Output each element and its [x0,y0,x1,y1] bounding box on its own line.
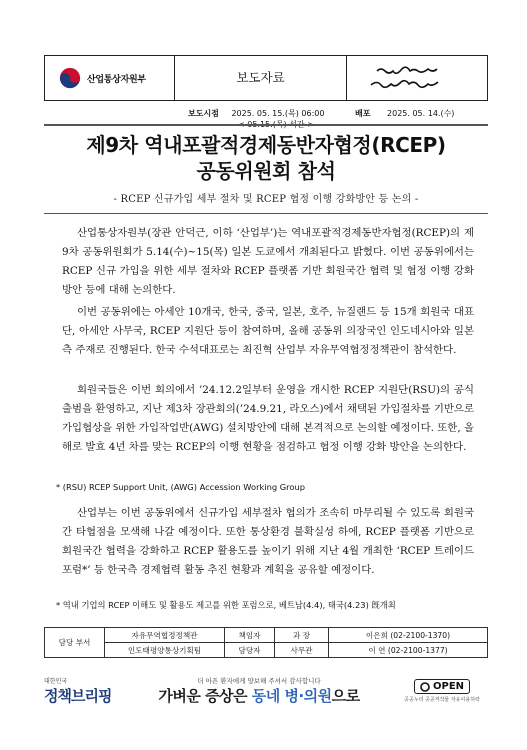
doc-type-label: 보도자료 [175,56,347,100]
paragraph-1: 산업통상자원부(장관 안덕근, 이하 ‘산업부’)는 역내포괄적경제동반자협정(RCEP)의 제9차 공동위원회가 5.14(수)~15(목) 일본 도쿄에서 개최된다고 밝혔다. 이번 공동위에서는 RCEP 신규 가입을 위한 세부 절차와 RCEP 플랫폼 기반 회원국간 협력 및 협정 이행 강화 방안 등에 대해 논의한다. [62,227,474,296]
open-label: OPEN [432,681,465,692]
responsible-label: 책임자 [225,628,275,643]
footnote-2: * 역내 기업의 RCEP 이해도 및 활용도 제고를 위한 포럼으로, 베트남(4.4), 태국(4.23) 旣개최 [56,600,396,610]
paragraph-2: 이번 공동위에는 아세안 10개국, 한국, 중국, 일본, 호주, 뉴질랜드 등 15개 회원국 대표단, 아세안 사무국, RCEP 지원단 등이 참여하며, 올해 공동위 의장국인 인도네시아와 일본측 주재로 진행된다. 한국 수석대표로는 최진혁 산업부 자유무역협정정책관이 참석한다. [62,306,474,356]
campaign-headline [122,685,396,706]
dept-2: 인도태평양통상기획팀 [105,643,225,658]
paragraph-4: 산업부는 이번 공동위에서 신규가입 세부절차 협의가 조속히 마무리될 수 있도록 회원국간 타협점을 모색해 나갈 예정이다. 또한 통상환경 불확실성 하에, RCEP 플랫폼 기반으로 회원국간 협력을 강화하고 RCEP 활용도를 높이기 위해 지난 4월 개최한 ‘RCEP 트레이드 포럼*’ 등 한국측 경제협력 활동 추진 현황과 계획을 공유할 예정이다. [62,507,474,576]
subtitle: - RCEP 신규가입 세부 절차 및 RCEP 협정 이행 강화방안 등 논의 - [113,194,419,205]
embargo-info [188,108,325,129]
distribution-label: 배포 [355,109,371,118]
headline-line-2: 공동위원회 참석 [196,159,336,183]
campaign-subtext: 더 아픈 환자에게 양보해 주셔서 감사합니다 [197,677,321,685]
staff-label: 담당자 [225,643,275,658]
kogl-badge [396,679,488,703]
dept-label: 담당 부서 [45,628,105,658]
distribution-date: 2025. 05. 14.(수) [387,109,455,118]
person-1-title: 과 장 [275,628,329,643]
campaign-part-1: 가벼운 증상은 [158,687,252,705]
embargo-time: 2025. 05. 15.(목) 06:00 [231,109,325,118]
dept-1: 자유무역협정정책관 [105,628,225,643]
campaign-banner [122,676,396,706]
person-1: 이은희 (02-2100-1370) [329,628,488,643]
distribution-info [355,108,454,119]
paragraph-3: 회원국들은 이번 회의에서 ’24.12.2일부터 운영을 개시한 RCEP 지원단(RSU)의 공식 출범을 환영하고, 지난 제3차 장관회의(’24.9.21, 라오스)에서 채택된 가입절차를 기반으로 가입협상을 위한 가입작업반(AWG) 설치방안에 대해 본격적으로 논의할 예정이다. 또한, 올해로 발효 4년 차를 맞는 RCEP의 이행 현황을 점검하고 협정 이행 강화 방안을 논의한다. [62,384,474,453]
open-circle-icon [420,682,430,692]
ministry-logo [45,56,175,100]
title-box [44,124,488,214]
brand-name: 정책브리핑 [44,687,112,705]
header-box [44,55,488,101]
contact-row-2 [45,643,488,658]
embargo-time-evening: < 05.15.(목) 석간 > [238,120,314,129]
footnote-1: * (RSU) RCEP Support Unit, (AWG) Accession Working Group [56,482,306,492]
brand-small: 대한민국 [44,678,68,685]
person-2: 이 연 (02-2100-1377) [329,643,488,658]
slogan-handwriting [347,56,487,100]
contact-table [44,627,488,658]
policy-briefing-logo [44,676,122,706]
ministry-name: 산업통상자원부 [87,74,146,85]
embargo-label: 보도시점 [188,109,219,118]
headline-line-1: 제9차 역내포괄적경제동반자협정(RCEP) [86,133,446,157]
slogan-calligraphy-icon [357,61,477,95]
taegeuk-icon [59,67,81,89]
campaign-part-2: 동네 병·의원 [251,687,332,705]
open-badge [414,679,470,694]
person-2-title: 사무관 [275,643,329,658]
footer [44,666,488,716]
open-subtext: 공공누리 공공저작물 자유이용허락 [404,697,480,703]
campaign-part-3: 으로 [331,687,360,705]
contact-row-1 [45,628,488,643]
